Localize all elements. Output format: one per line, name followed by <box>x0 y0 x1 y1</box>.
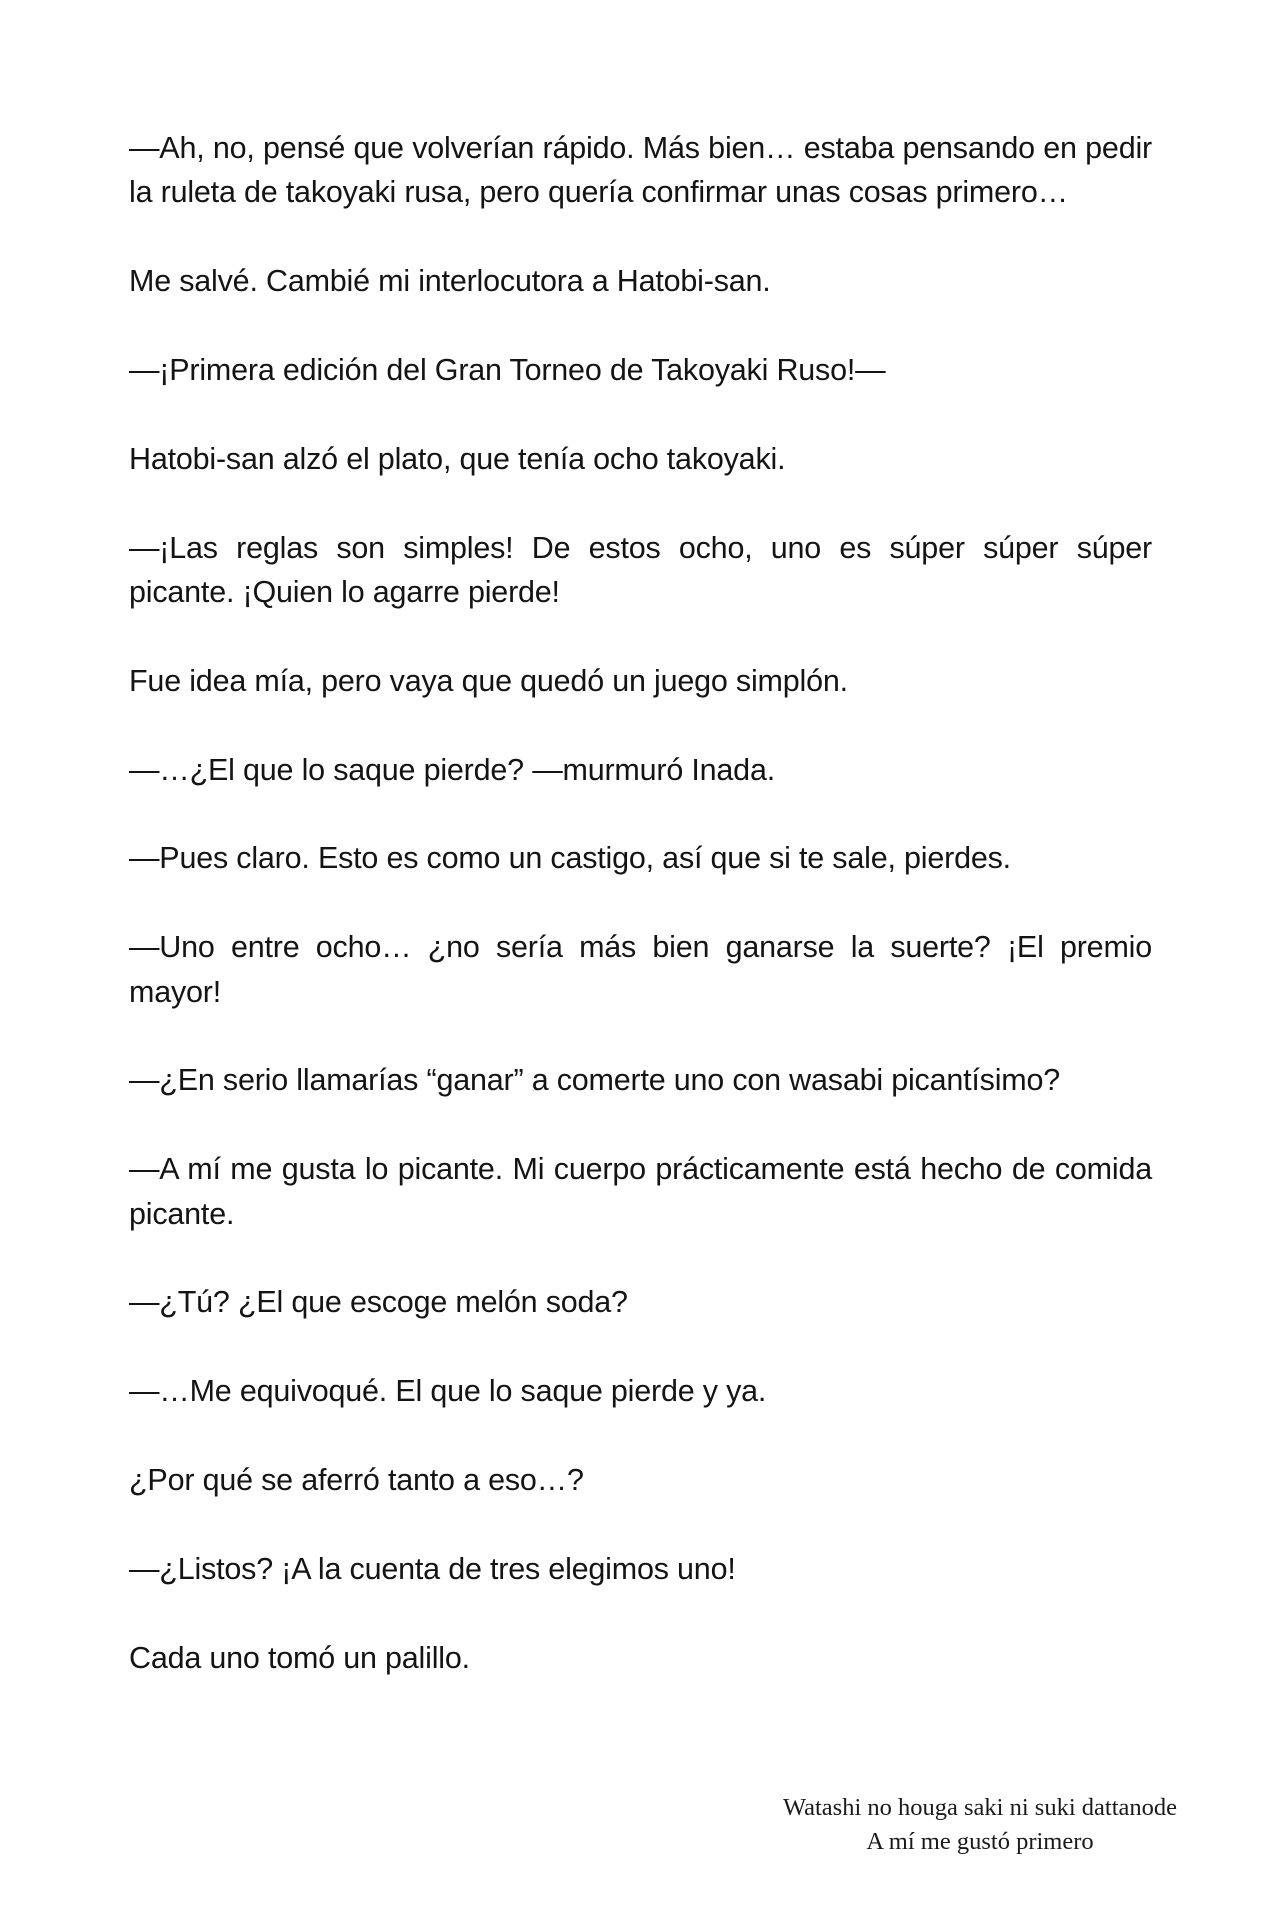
paragraph: —Uno entre ocho… ¿no sería más bien ganarse la suerte? ¡El premio mayor! <box>129 930 1152 1009</box>
paragraph: —¿Tú? ¿El que escoge melón soda? <box>129 1285 628 1320</box>
paragraph: —…Me equivoqué. El que lo saque pierde y ya. <box>129 1374 767 1409</box>
paragraph: Me salvé. Cambié mi interlocutora a Hatobi-san. <box>129 264 771 299</box>
paragraph: —¡Las reglas son simples! De estos ocho, uno es súper súper súper picante. ¡Quien lo agarre pierde! <box>129 530 1152 609</box>
paragraph: —Pues claro. Esto es como un castigo, así que si te sale, pierdes. <box>129 841 1011 876</box>
paragraph: —Ah, no, pensé que volverían rápido. Más bien… estaba pensando en pedir la ruleta de takoyaki rusa, pero quería confirmar unas cosas primero… <box>129 131 1152 210</box>
body-text <box>129 126 1152 1724</box>
footer-series-title: Watashi no houga saki ni suki dattanode <box>782 1794 1178 1821</box>
paragraph: ¿Por qué se aferró tanto a eso…? <box>129 1462 584 1497</box>
paragraph: —¿Listos? ¡A la cuenta de tres elegimos uno! <box>129 1551 736 1586</box>
paragraph: Hatobi-san alzó el plato, que tenía ocho takoyaki. <box>129 441 786 476</box>
paragraph: —¿En serio llamarías “ganar” a comerte uno con wasabi picantísimo? <box>129 1063 1061 1098</box>
paragraph: —…¿El que lo saque pierde? —murmuró Inada. <box>129 752 775 787</box>
paragraph: —A mí me gusta lo picante. Mi cuerpo prácticamente está hecho de comida picante. <box>129 1152 1152 1231</box>
page-footer <box>700 1791 1260 1859</box>
footer-series-subtitle: A mí me gustó primero <box>866 1828 1094 1855</box>
paragraph: Cada uno tomó un palillo. <box>129 1640 470 1675</box>
paragraph: —¡Primera edición del Gran Torneo de Takoyaki Ruso!— <box>129 353 886 387</box>
paragraph: Fue idea mía, pero vaya que quedó un juego simplón. <box>129 663 848 698</box>
